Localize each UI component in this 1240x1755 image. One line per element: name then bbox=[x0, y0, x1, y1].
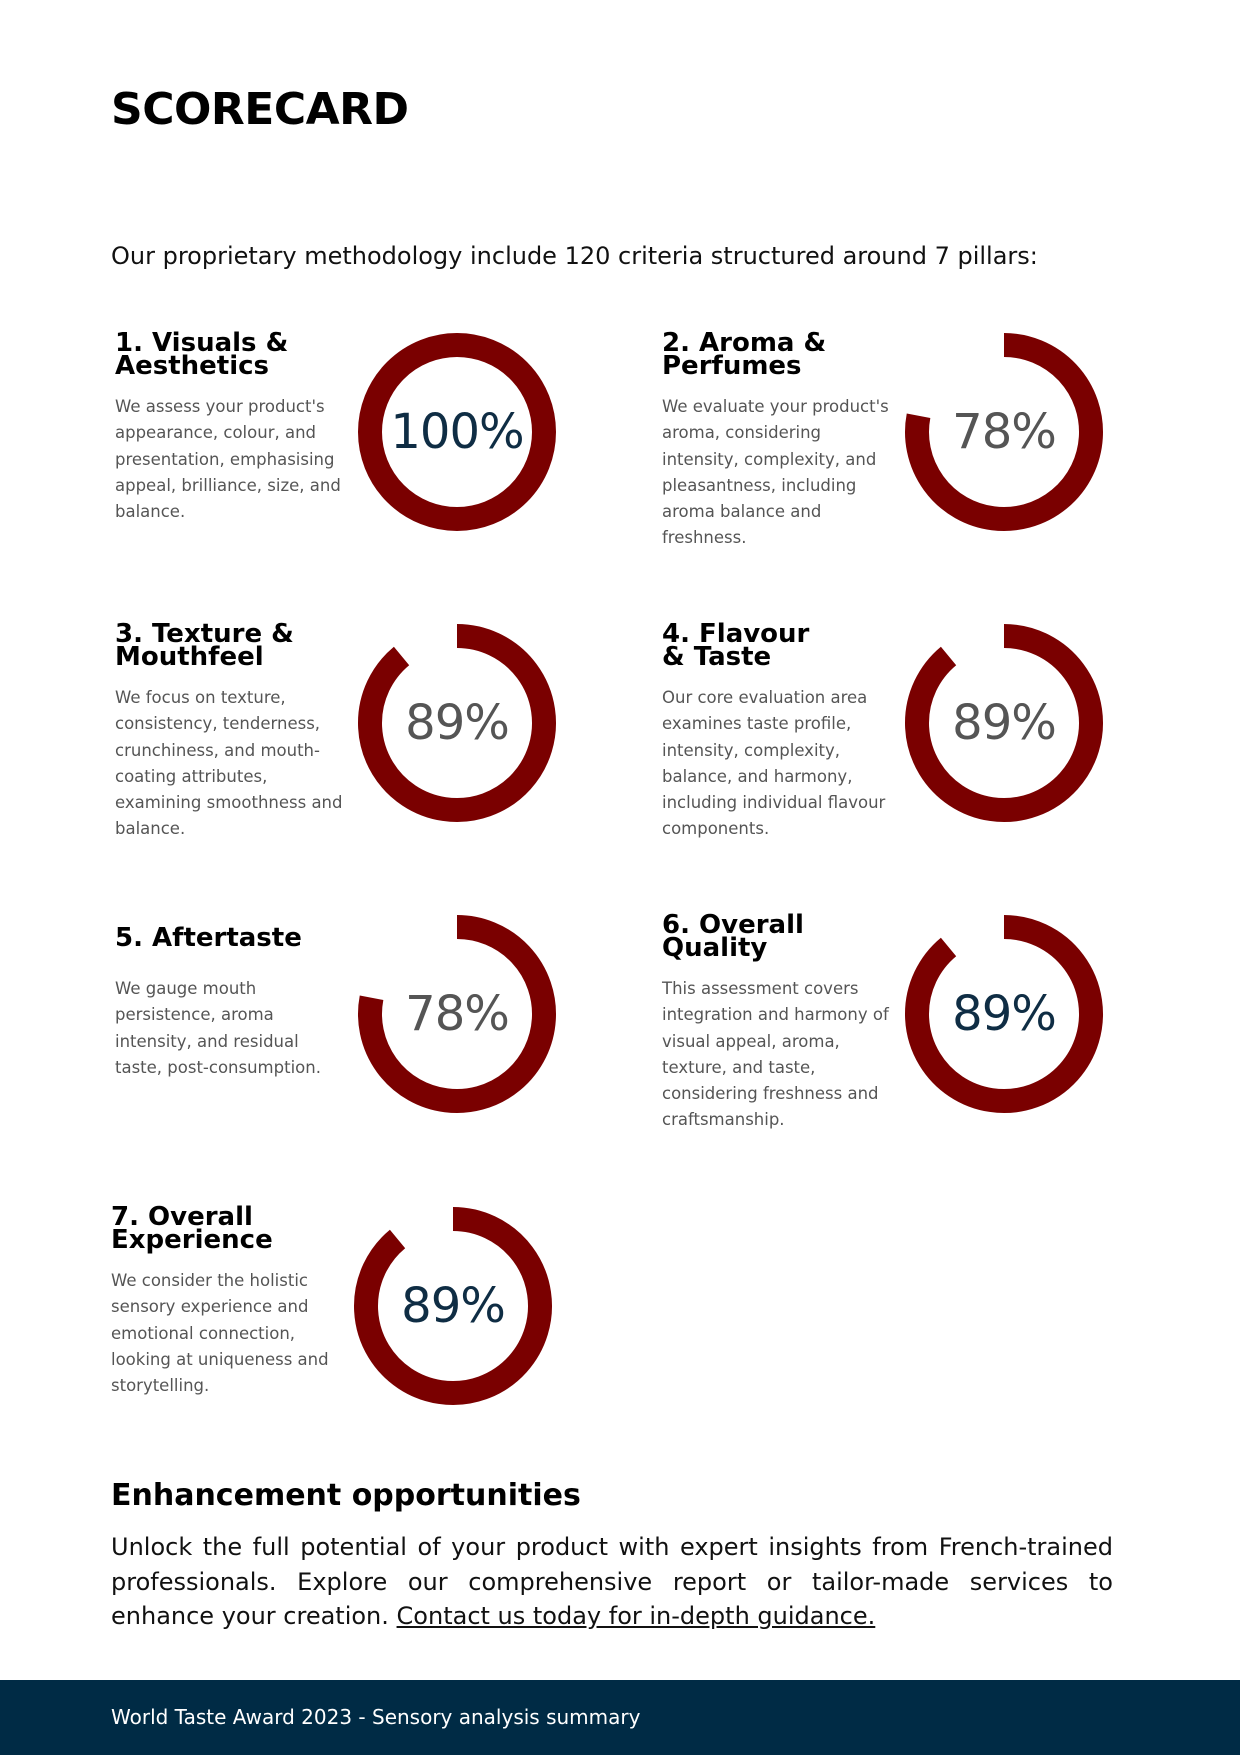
pillar-overall-experience bbox=[107, 1202, 637, 1466]
pillar-aroma bbox=[658, 328, 1188, 592]
pillar-description: We consider the holistic sensory experience and emotional connection, looking at uniqueness and storytelling. bbox=[111, 1271, 329, 1396]
score-ring bbox=[357, 623, 557, 823]
pillar-title: 4. Flavour & Taste bbox=[662, 619, 810, 672]
score-value: 89% bbox=[401, 1278, 505, 1334]
score-value: 89% bbox=[405, 695, 509, 751]
enhancement-heading: Enhancement opportunities bbox=[111, 1478, 581, 1513]
score-value: 78% bbox=[952, 404, 1056, 460]
pillar-description: We focus on texture, consistency, tenderness, crunchiness, and mouth-coating attributes, examining smoothness and balance. bbox=[115, 688, 343, 839]
footer-bar bbox=[0, 1680, 1240, 1755]
pillar-texture bbox=[111, 619, 641, 883]
pillar-visuals bbox=[111, 328, 641, 592]
enhancement-text: Unlock the full potential of your product with expert insights from French-trained professionals. Explore our comprehensive report or tailor-made services to enhance your creation. bbox=[111, 1533, 1113, 1630]
score-value: 89% bbox=[952, 695, 1056, 751]
score-ring bbox=[357, 332, 557, 532]
pillar-flavour bbox=[658, 619, 1188, 883]
score-ring bbox=[904, 332, 1104, 532]
score-value: 78% bbox=[405, 986, 509, 1042]
score-ring bbox=[904, 914, 1104, 1114]
pillar-description: This assessment covers integration and harmony of visual appeal, aroma, texture, and taste, considering freshness and craftsmanship. bbox=[662, 979, 889, 1130]
pillar-title: 6. Overall Quality bbox=[662, 910, 804, 963]
score-ring bbox=[353, 1206, 553, 1406]
pillar-description: We assess your product's appearance, colour, and presentation, emphasising appeal, brilliance, size, and balance. bbox=[115, 397, 341, 522]
intro-text: Our proprietary methodology include 120 criteria structured around 7 pillars: bbox=[111, 242, 1038, 270]
enhancement-body bbox=[111, 1530, 1113, 1634]
score-value: 100% bbox=[390, 404, 524, 460]
pillar-description: We gauge mouth persistence, aroma intensity, and residual taste, post-consumption. bbox=[115, 979, 321, 1077]
pillar-description: Our core evaluation area examines taste profile, intensity, complexity, balance, and harmony, including individual flavour components. bbox=[662, 688, 886, 839]
pillar-title: 1. Visuals & Aesthetics bbox=[115, 328, 289, 381]
pillar-title: 7. Overall Experience bbox=[111, 1202, 273, 1255]
score-value: 89% bbox=[952, 986, 1056, 1042]
contact-link[interactable]: Contact us today for in-depth guidance. bbox=[396, 1602, 876, 1630]
pillar-title: 3. Texture & Mouthfeel bbox=[115, 619, 294, 672]
score-ring bbox=[904, 623, 1104, 823]
page-title: SCORECARD bbox=[111, 84, 409, 135]
pillar-title: 5. Aftertaste bbox=[115, 923, 302, 953]
pillar-aftertaste bbox=[111, 914, 641, 1174]
footer-text: World Taste Award 2023 - Sensory analysis summary bbox=[111, 1705, 641, 1729]
score-ring bbox=[357, 914, 557, 1114]
pillar-overall-quality bbox=[658, 910, 1188, 1174]
pillar-description: We evaluate your product's aroma, considering intensity, complexity, and pleasantness, including aroma balance and freshness. bbox=[662, 397, 889, 548]
pillar-title: 2. Aroma & Perfumes bbox=[662, 328, 827, 381]
